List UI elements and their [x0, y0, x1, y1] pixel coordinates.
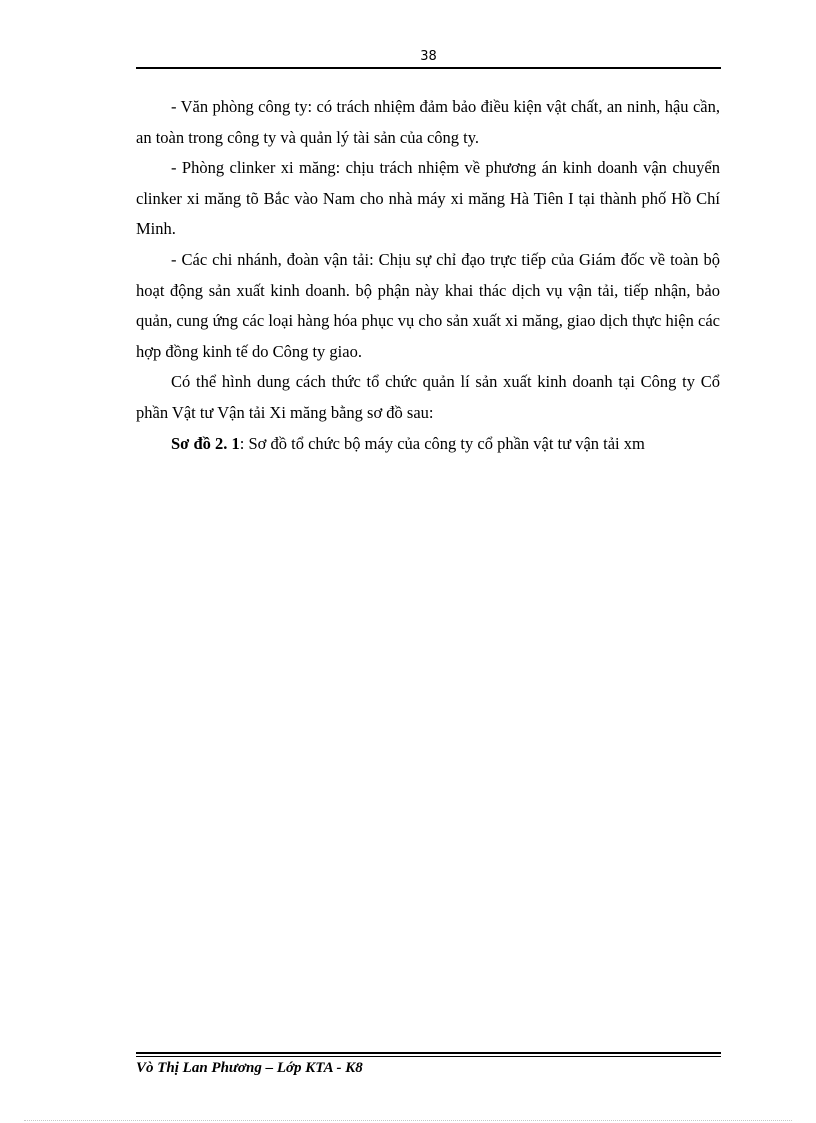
- footer-author: Vò Thị Lan Phương – Lớp KTA - K8: [136, 1060, 363, 1076]
- caption-text: : Sơ đồ tổ chức bộ máy của công ty cổ phần vật tư vận tải xm: [239, 433, 645, 453]
- body-text: [136, 92, 720, 459]
- page-number: 38: [420, 49, 437, 64]
- paragraph-clinker: - Phòng clinker xi măng: chịu trách nhiệm về phương án kinh doanh vận chuyển clinker xi măng tõ Bắc vào Nam cho nhà máy xi măng Hà Tiên I tại thành phố Hồ Chí Minh.: [136, 158, 720, 239]
- paragraph-branches: - Các chi nhánh, đoàn vận tải: Chịu sự chỉ đạo trực tiếp của Giám đốc về toàn bộ hoạt động sản xuất kinh doanh. bộ phận này khai thác dịch vụ vận tải, tiếp nhận, bảo quản, cung ứng các loại hàng hóa phục vụ cho sản xuất xi măng, giao dịch thực hiện các hợp đồng kinh tế do Công ty giao.: [136, 249, 720, 361]
- page-edge: [24, 1120, 792, 1121]
- footer-rule-thick: [136, 1052, 721, 1054]
- paragraph-overview: Có thể hình dung cách thức tổ chức quản lí sản xuất kinh doanh tại Công ty Cổ phần Vật tư Vận tải Xi măng bằng sơ đồ sau:: [136, 372, 720, 422]
- paragraph-office: - Văn phòng công ty: có trách nhiệm đảm bảo điều kiện vật chất, an ninh, hậu cần, an toàn trong công ty và quản lý tài sản của công ty.: [136, 97, 720, 147]
- caption-label: Sơ đồ 2. 1: [171, 433, 240, 453]
- diagram-caption: [136, 429, 720, 460]
- header-rule: [136, 67, 721, 69]
- footer-rule-thin: [136, 1056, 721, 1057]
